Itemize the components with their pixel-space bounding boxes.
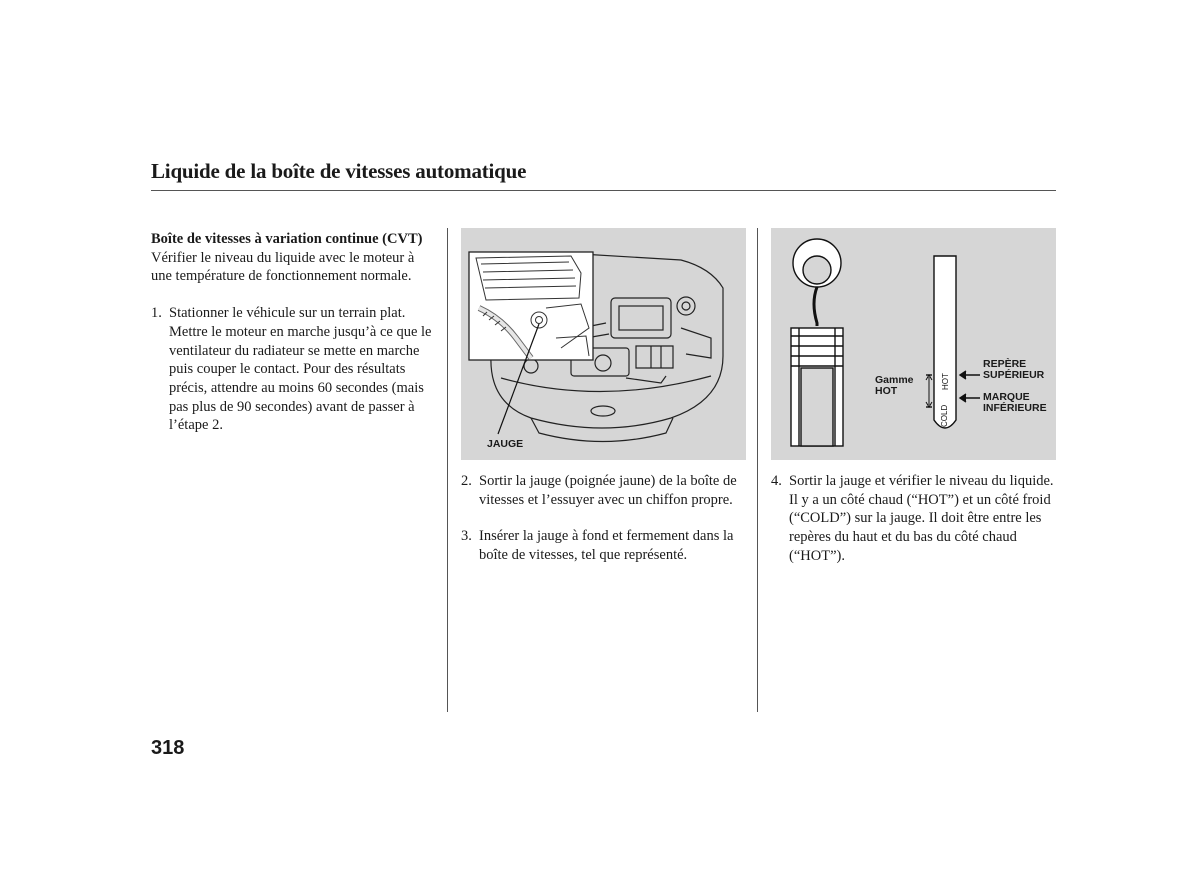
step-4-number: 4.	[771, 473, 782, 489]
step-4	[771, 472, 1056, 566]
middle-column	[461, 472, 746, 565]
column-divider-right	[757, 228, 758, 712]
step-2-number: 2.	[461, 473, 472, 489]
step-2-text: Sortir la jauge (poignée jaune) de la boîte de vitesses et l’essuyer avec un chiffon propre.	[479, 473, 737, 508]
hot-range-label: Gamme HOT	[875, 374, 914, 397]
page-title: Liquide de la boîte de vitesses automatique	[151, 159, 527, 183]
engine-compartment-figure	[461, 228, 746, 460]
left-column	[151, 230, 436, 435]
stick-cold-text: COLD	[940, 404, 949, 427]
upper-mark-label: REPÈRE SUPÉRIEUR	[983, 358, 1045, 381]
page-number: 318	[151, 737, 185, 759]
step-3	[461, 527, 746, 564]
step-1	[151, 304, 436, 435]
right-column	[771, 472, 1056, 566]
lower-mark-label: MARQUE INFÉRIEURE	[983, 391, 1047, 414]
dipstick-figure	[771, 228, 1056, 460]
stick-hot-text: HOT	[941, 373, 950, 390]
title-rule	[151, 190, 1056, 191]
step-3-number: 3.	[461, 528, 472, 545]
step-4-text: Sortir la jauge et vérifier le niveau du liquide. Il y a un côté chaud (“HOT”) et un côté froid (“COLD”) sur la jauge. Il doit être entre les repères du haut et du bas du côté chaud (“HOT”).	[789, 473, 1054, 564]
step-1-number: 1.	[151, 305, 162, 322]
dipstick-illustration	[771, 228, 1056, 460]
engine-compartment-illustration	[461, 228, 746, 460]
dipstick-label: JAUGE	[487, 438, 524, 450]
section-subheading: Boîte de vitesses à variation continue (CVT)	[151, 231, 423, 247]
step-3-text: Insérer la jauge à fond et fermement dans la boîte de vitesses, tel que représenté.	[479, 528, 734, 564]
column-divider-left	[447, 228, 448, 712]
intro-paragraph: Vérifier le niveau du liquide avec le moteur à une température de fonctionnement normale.	[151, 249, 415, 285]
step-1-text: Stationner le véhicule sur un terrain plat. Mettre le moteur en marche jusqu’à ce que le ventilateur du radiateur se mette en marche puis couper le contact. Pour des résultats précis, attendre au moins 60 secondes (mais pas plus de 90 secondes) avant de passer à l’étape 2.	[169, 305, 432, 434]
step-2	[461, 472, 746, 509]
